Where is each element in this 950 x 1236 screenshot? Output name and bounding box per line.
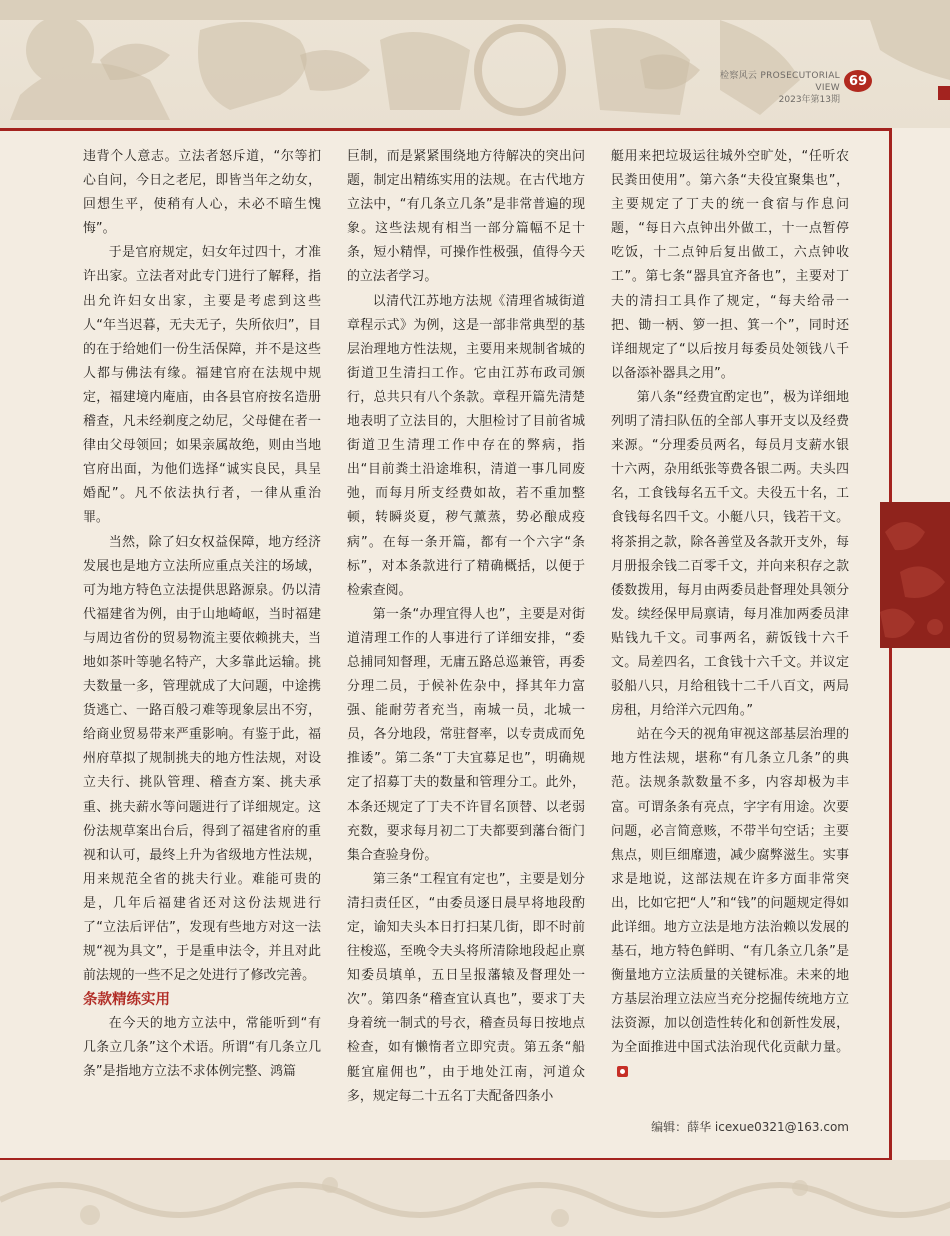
section-heading: 条款精练实用: [83, 992, 170, 1009]
frame-top-rule: [0, 128, 892, 131]
paragraph: 第一条“办理宜得人也”，主要是对街道清理工作的人事进行了详细安排，“委总捕同知督理，无庸五路总巡兼管，再委分理二员，于候补佐杂中，择其年力富强、能耐劳者充当，南城一员，北城一员，各分地段，常驻督率，以专责成而免推诿”。第二条“丁夫宜募足也”，明确规定了招募丁夫的数量和管理分工。此外，本条还规定了丁夫不许冒名顶替、以老弱充数，要求每月初二丁夫都要到藩台衙门集合查验身份。: [347, 606, 585, 863]
article-end-icon: [617, 1066, 628, 1077]
side-decorative-tab: [880, 502, 950, 648]
paragraph: 以清代江苏地方法规《清理省城街道章程示式》为例，这是一部非常典型的基层治理地方性法规，主要用来规制省城的街道卫生清扫工作。它由江苏布政司颁行，总共只有八个条款。章程开篇先清楚地表明了立法目的，大胆检讨了目前省城街道卫生清理工作中存在的弊病，指出“目前粪土沿途堆积，清道一事几同废弛，而每月所支经费如故，若不重加整顿，转瞬炎夏，秽气薰蒸，势必酿成疫病”。在每一条开篇，都有一个六字“条标”，对本条款进行了精确概括，以便于检索查阅。: [347, 293, 585, 598]
text-column-3: [611, 145, 849, 1085]
corner-accent: [938, 86, 950, 100]
editor-credit: 编辑：薛华 icexue0321@163.com: [651, 1120, 849, 1134]
paragraph: [611, 723, 849, 1084]
paragraph: 在今天的地方立法中，常能听到“有几条立几条”这个术语。所谓“有几条立几条”是指地方立法不求体例完整、鸿篇: [83, 1016, 321, 1080]
footer-pattern: [0, 1160, 950, 1236]
header-decorative-band: [0, 0, 950, 128]
text-column-1: [83, 145, 321, 1085]
frame-right-rule: [889, 128, 892, 502]
magazine-name: 检察风云 PROSECUTORIAL VIEW: [720, 71, 840, 93]
page-number-badge: 69: [844, 70, 872, 92]
issue-number: 2023年第13期: [778, 95, 840, 105]
masthead: [700, 70, 840, 106]
paragraph: 艇用来把垃圾运往城外空旷处，“任听农民粪田使用”。第六条“夫役宜聚集也”，主要规定了丁夫的统一食宿与作息问题，“每日六点钟出外做工，十一点暂停吃饭，十二点钟后复出做工，六点钟收工”。第七条“器具宜齐备也”，主要对丁夫的清扫工具作了规定，“每夫给帚一把、锄一柄、箩一担、箕一个”，同时还详细规定了“以后按月每委员处领钱八千以备添补器具之用”。: [611, 149, 849, 381]
paragraph: 违背个人意志。立法者怒斥道，“尔等扪心自问，今日之老尼，即皆当年之幼女，回想生平，使稍有人心，未必不暗生愧悔”。: [83, 149, 321, 237]
paragraph: 第八条“经费宜酌定也”，极为详细地列明了清扫队伍的全部人事开支以及经费来源。“分理委员两名，每员月支薪水银十六两，杂用纸张等费各银二两。夫头四名，工食钱每名五千文。夫役五十名，工食钱每名四千文。小艇八只，钱若干文。将茶捐之款，除各善堂及各款开支外，每月册报余钱二百零千文，并向来积存之款倭数拨用，每月由两委员赴督理处具领分发。续经保甲局禀请，每月准加两委员津贴钱九千文。司事两名，薪饭钱十六千文。局差四名，工食钱十六千文。并议定驳船八只，月给租钱十二千八百文，两局房租，月给洋六元四角。”: [611, 389, 849, 719]
mural-illustration: [0, 0, 950, 128]
side-tab-pattern: [880, 502, 950, 648]
paragraph: 当然，除了妇女权益保障，地方经济发展也是地方立法所应重点关注的场域，可为地方特色立法提供思路源泉。仍以清代福建省为例，由于山地崎岖，当时福建与周边省份的贸易物流主要依赖挑夫，当地如茶叶等驰名特产，大多靠此运输。挑夫数量一多，管理就成了大问题，中途携货逃亡、一路百般刁难等现象层出不穷，给商业贸易带来严重影响。有鉴于此，福州府草拟了规制挑夫的地方性法规，对设立夫行、挑队管理、稽查方案、挑夫承重、挑夫薪水等问题进行了详细规定。这份法规草案出台后，得到了福建省府的重视和认可，最终上升为省级地方性法规，用来规范全省的挑夫行业。难能可贵的是，几年后福建省还对这份法规进行了“立法后评估”，发现有些地方对这一法规“视为具文”，于是重申法令，并且对此前法规的一些不足之处进行了修改完善。: [83, 534, 321, 984]
paragraph: 于是官府规定，妇女年过四十，才准许出家。立法者对此专门进行了解释，指出允许妇女出家，主要是考虑到这些人“年当迟暮，无夫无子，失所依归”，目的在于给她们一份生活保障，并不是这些人都与佛法有缘。福建官府在法规中规定，福建境内庵庙，由各县官府按名造册稽查，凡未经剃度之幼尼，父母健在者一律由父母领回；如果亲属故绝，则由当地官府出面，为他们选择“诚实良民，具呈婚配”。凡不依法执行者，一律从重治罪。: [83, 245, 321, 526]
frame-right-rule-lower: [889, 648, 892, 1160]
footer-decorative-band: [0, 1160, 950, 1236]
closing-paragraph-text: 站在今天的视角审视这部基层治理的地方性法规，堪称“有几条立几条”的典范。法规条款数量不多，内容却极为丰富。可谓条条有亮点，字字有用途。次要问题，必言简意赅，不带半句空话；主要焦点，则巨细靡遗，减少腐弊滋生。实事求是地说，这部法规在许多方面非常突出，比如它把“人”和“钱”的问题规定得如此详细。地方立法是地方法治赖以发展的基石，地方特色鲜明、“有几条立几条”是衡量地方立法质量的关键标准。未来的地方基层治理立法应当充分挖掘传统地方立法资源，加以创造性转化和创新性发展，为全面推进中国式法治现代化贡献力量。: [611, 727, 849, 1056]
paragraph: 第三条“工程宜有定也”，主要是划分清扫责任区，“由委员逐日晨早将地段酌定，谕知夫头本日打扫某几街，即不时前往梭巡，至晚令夫头将所清除地段起止禀知委员填单，五日呈报藩辕及督理处一次”。第四条“稽查宜认真也”，要求丁夫身着统一制式的号衣，稽查员每日按地点检查，如有懒惰者立即究责。第五条“船艇宜雇佣也”，由于地处江南，河道众多，规定每二十五名丁夫配备四条小: [347, 871, 585, 1104]
text-column-2: [347, 145, 585, 1109]
paragraph: 巨制，而是紧紧围绕地方待解决的突出问题，制定出精练实用的法规。在古代地方立法中，“有几条立几条”是非常普遍的现象。这些法规有相当一部分篇幅不足十条，短小精悍，可操作性极强，值得今天的立法者学习。: [347, 149, 585, 285]
